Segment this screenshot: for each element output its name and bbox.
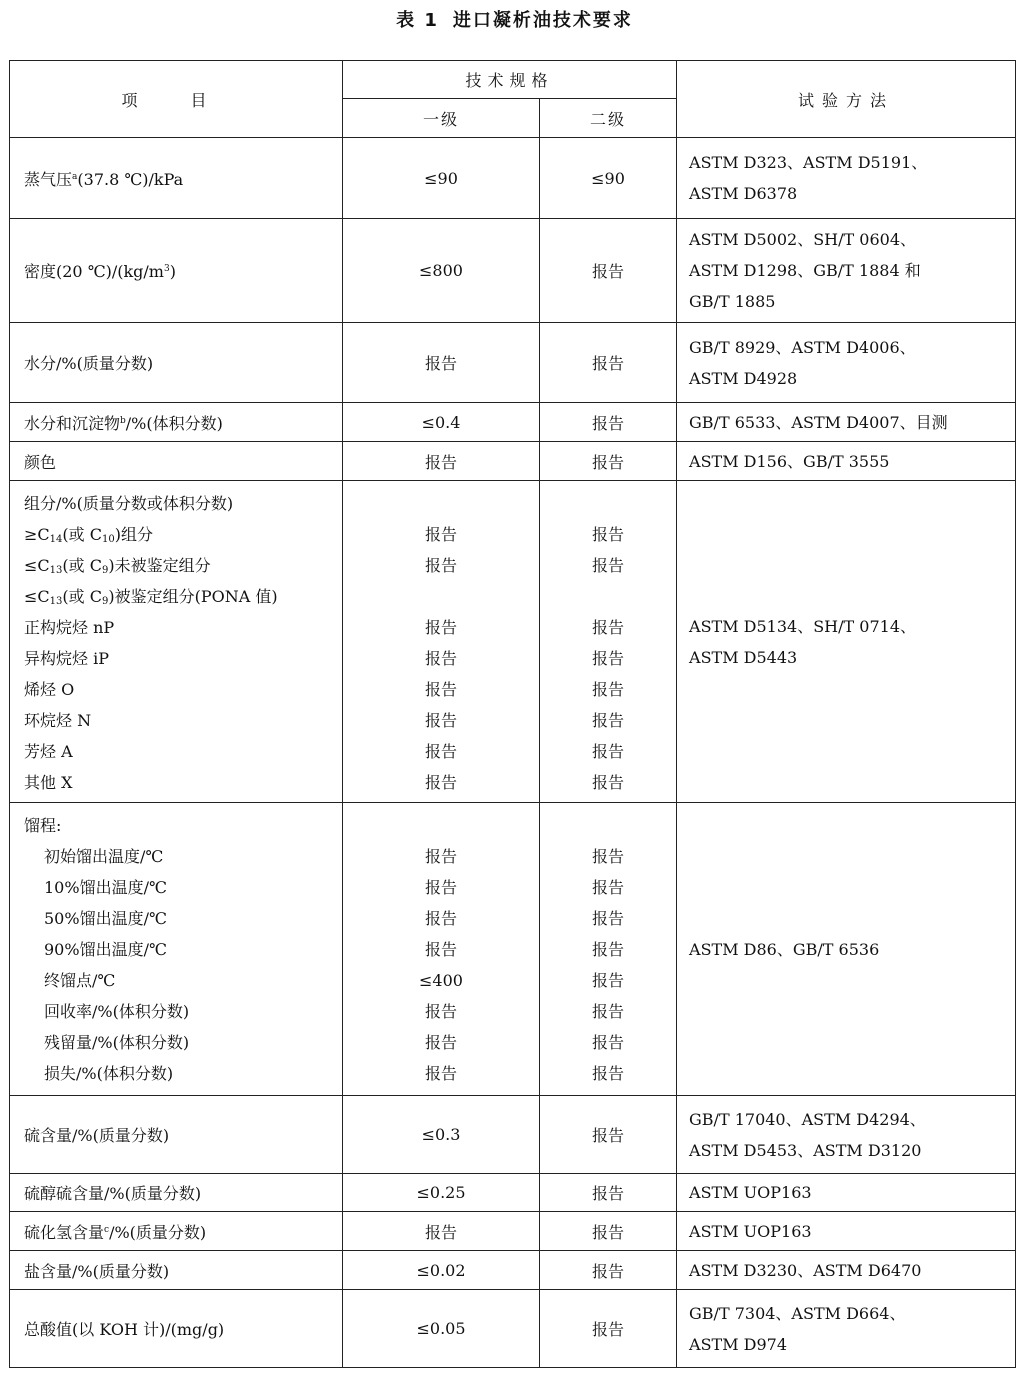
grade2-cell: 报告 报告 报告 报告 报告 报告 报告 报告 [540,481,677,803]
item-cell: 盐含量/%(质量分数) [10,1251,343,1290]
grade1-cell: ≤0.02 [343,1251,540,1290]
method-cell: GB/T 8929、ASTM D4006、 ASTM D4928 [677,323,1016,403]
grade2-cell: 报告 [540,1251,677,1290]
item-cell: 蒸气压$^a$(37.8 ℃)/kPa [10,138,343,219]
grade2-cell: 报告 [540,442,677,481]
grade2-cell: 报告 [540,323,677,403]
grade1-cell: ≤0.3 [343,1096,540,1174]
grade2-cell: 报告 [540,1290,677,1368]
table-row-composition [10,481,1016,803]
table-row-salt [10,1251,1016,1290]
grade2-cell: 报告 [540,1212,677,1251]
method-cell: GB/T 7304、ASTM D664、 ASTM D974 [677,1290,1016,1368]
grade1-cell: ≤0.05 [343,1290,540,1368]
grade1-cell: ≤0.25 [343,1174,540,1212]
header-spec: 技术规格 [343,61,677,99]
grade1-cell: ≤90 [343,138,540,219]
table-row-distillation [10,803,1016,1096]
table-row-sulfur [10,1096,1016,1174]
grade1-cell: 报告 报告 报告 报告 报告 报告 报告 报告 [343,481,540,803]
grade1-cell: 报告 [343,442,540,481]
header-row-1 [10,61,1016,99]
method-cell: ASTM D323、ASTM D5191、 ASTM D6378 [677,138,1016,219]
item-cell: 馏程: 初始馏出温度/℃ 10%馏出温度/℃ 50%馏出温度/℃ 90%馏出温度/℃ 终馏点/℃ 回收率/%(体积分数) 残留量/%(体积分数) 损失/%(体积分数) [10,803,343,1096]
header-method: 试验方法 [677,61,1016,138]
grade2-cell: 报告 [540,1174,677,1212]
grade1-cell: 报告 [343,323,540,403]
method-cell: ASTM D5002、SH/T 0604、 ASTM D1298、GB/T 1884 和 GB/T 1885 [677,219,1016,323]
table-row-density [10,219,1016,323]
footnote-mark: a [72,171,78,182]
grade2-cell: 报告 [540,1096,677,1174]
method-cell: ASTM UOP163 [677,1174,1016,1212]
method-cell: ASTM D3230、ASTM D6470 [677,1251,1016,1290]
header-grade-2: 二级 [540,99,677,138]
table-title: 进口凝析油技术要求 [452,10,633,31]
grade1-cell: 报告 [343,1212,540,1251]
grade1-cell: 报告 报告 报告 报告 ≤400 报告 报告 报告 [343,803,540,1096]
item-cell: 组分/%(质量分数或体积分数) $\ge C_{14}$(或 $C_{10}$)组分 $\le C_{13}$(或 $C_9$)未被鉴定组分 $\le C_{13}$(或 $C_9$)被鉴定组分(PONA 值) 正构烷烃 nP 异构烷烃 iP 烯烃 O 环烷烃 N 芳烃 A 其他 X [10,481,343,803]
item-cell: 硫化氢含量$^c$/%(质量分数) [10,1212,343,1251]
item-cell: 密度(20 $℃)/(kg/m^3)$ [10,219,343,323]
table-row-acid [10,1290,1016,1368]
method-cell: ASTM D5134、SH/T 0714、 ASTM D5443 [677,481,1016,803]
table-row-color [10,442,1016,481]
method-cell: GB/T 17040、ASTM D4294、 ASTM D5453、ASTM D3120 [677,1096,1016,1174]
grade2-cell: 报告 [540,219,677,323]
method-cell: ASTM UOP163 [677,1212,1016,1251]
grade2-cell: 报告 [540,403,677,442]
item-cell: 硫醇硫含量/%(质量分数) [10,1174,343,1212]
item-cell: 水分和沉淀物$^b$/%(体积分数) [10,403,343,442]
header-grade-1: 一级 [343,99,540,138]
grade2-cell: ≤90 [540,138,677,219]
table-caption [0,6,1029,32]
item-cell: 颜色 [10,442,343,481]
item-cell: 硫含量/%(质量分数) [10,1096,343,1174]
footnote-mark: c [104,1224,110,1235]
table-row-vapor [10,138,1016,219]
table-number: 表 1 [396,10,439,31]
method-cell: ASTM D156、GB/T 3555 [677,442,1016,481]
grade2-cell: 报告 报告 报告 报告 报告 报告 报告 报告 [540,803,677,1096]
method-cell: GB/T 6533、ASTM D4007、目测 [677,403,1016,442]
item-cell: 水分/%(质量分数) [10,323,343,403]
grade1-cell: ≤800 [343,219,540,323]
item-cell: 总酸值(以 KOH 计)/(mg/g) [10,1290,343,1368]
header-item: 项 目 [10,61,343,138]
grade1-cell: ≤0.4 [343,403,540,442]
footnote-mark: b [120,415,126,426]
table-row-sediment [10,403,1016,442]
table-row-h2s [10,1212,1016,1251]
method-cell: ASTM D86、GB/T 6536 [677,803,1016,1096]
table-row-mercaptan [10,1174,1016,1212]
spec-table [9,60,1016,1368]
table-row-water [10,323,1016,403]
